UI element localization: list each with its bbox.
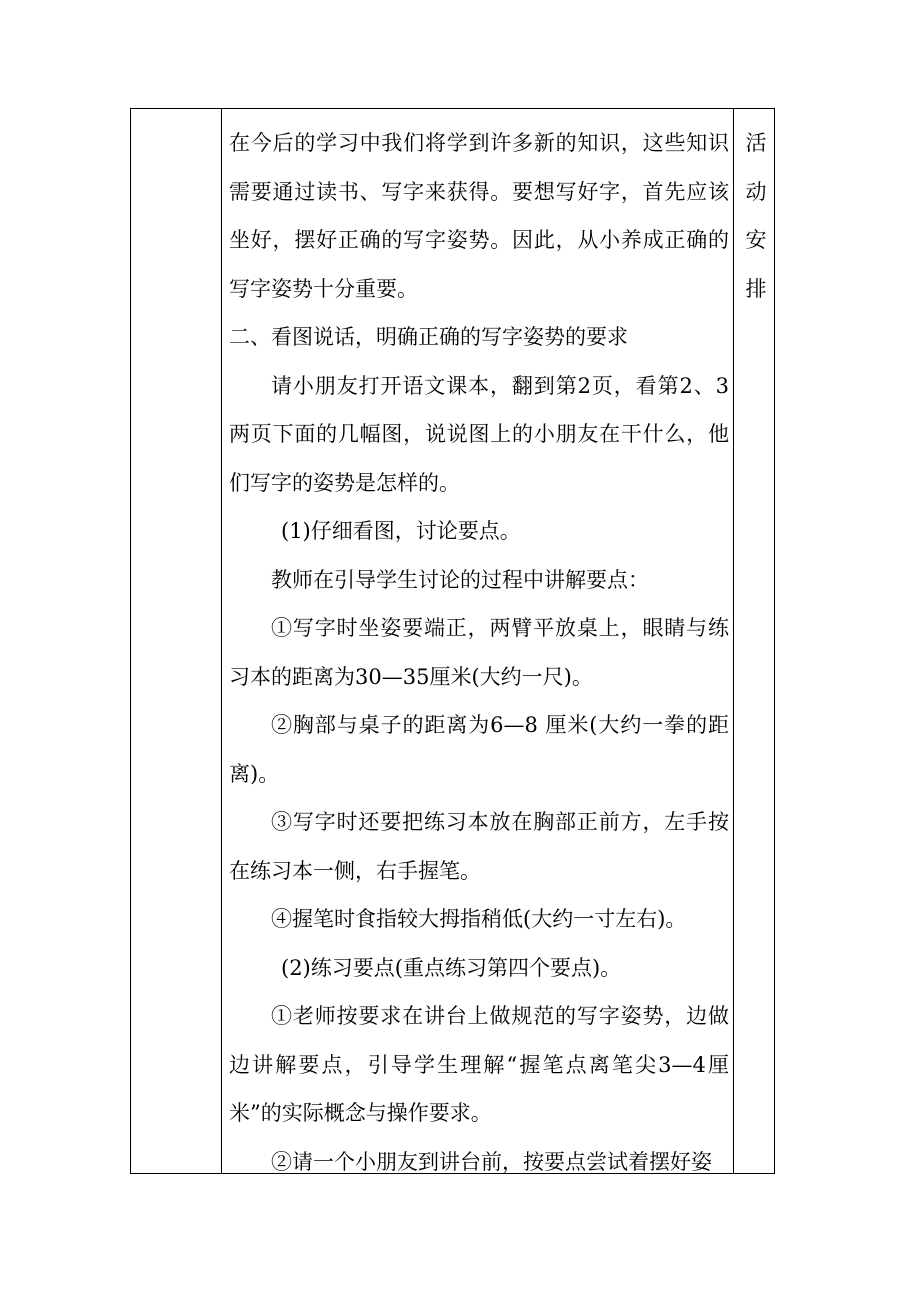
practice-item: ②请一个小朋友到讲台前，按要点尝试着摆好姿 (271, 1149, 712, 1174)
side-label-char: 活 (745, 131, 767, 155)
side-label-char: 排 (745, 276, 767, 301)
point-item: ①写字时坐姿要端正，两臂平放桌上，眼睛与练习本的距离为30—35厘米(大约一尺)。 (229, 616, 729, 689)
instruction-paragraph: 请小朋友打开语文课本，翻到第2页，看第2、3两页下面的几幅图，说说图上的小朋友在干什么，他们写字的姿势是怎样的。 (229, 373, 729, 495)
right-column-divider (733, 109, 734, 1173)
activity-arrangement-label (739, 119, 773, 313)
side-label-char: 安 (745, 228, 767, 252)
intro-paragraph: 在今后的学习中我们将学到许多新的知识，这些知识需要通过读书、写字来获得。要想写好字，首先应该坐好，摆好正确的写字姿势。因此，从小养成正确的写字姿势十分重要。 (229, 131, 729, 301)
lesson-content (229, 119, 729, 1186)
teacher-note: 教师在引导学生讨论的过程中讲解要点： (271, 567, 649, 592)
step-heading: (1)仔细看图，讨论要点。 (281, 519, 521, 543)
side-label-char: 动 (745, 179, 767, 204)
step-heading: (2)练习要点(重点练习第四个要点)。 (281, 955, 622, 980)
point-item: ②胸部与桌子的距离为6—8 厘米(大约一拳的距离)。 (229, 713, 729, 786)
lesson-table (130, 108, 775, 1174)
section-heading: 二、看图说话，明确正确的写字姿势的要求 (229, 325, 628, 349)
left-column-divider (221, 109, 222, 1173)
point-item: ③写字时还要把练习本放在胸部正前方，左手按在练习本一侧，右手握笔。 (229, 810, 729, 883)
practice-item: ①老师按要求在讲台上做规范的写字姿势，边做边讲解要点，引导学生理解“握笔点离笔尖3—4厘米”的实际概念与操作要求。 (229, 1004, 729, 1125)
point-item: ④握笔时食指较大拇指稍低(大约一寸左右)。 (271, 907, 687, 931)
